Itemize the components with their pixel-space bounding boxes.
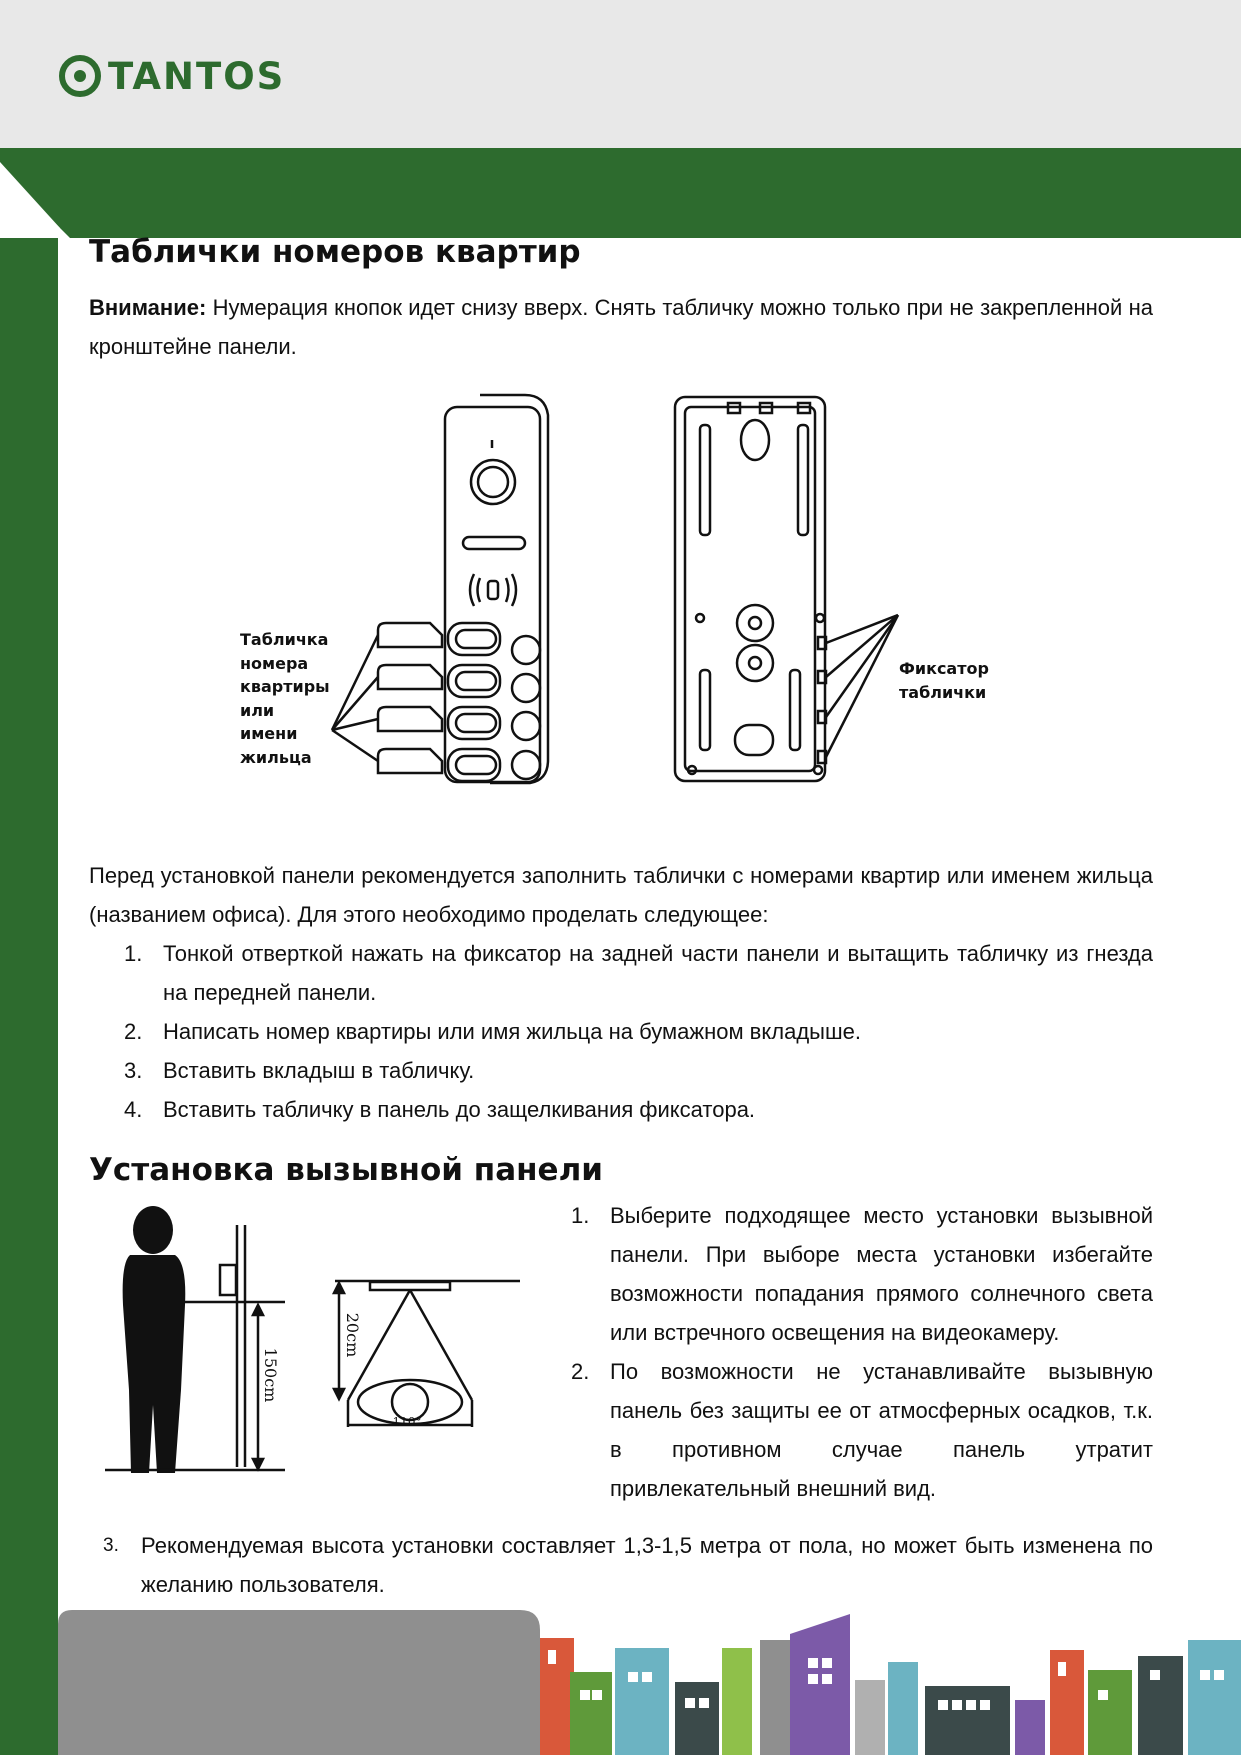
callout-left-line: жильца xyxy=(240,747,312,767)
list-item xyxy=(536,1196,1153,1352)
list-number: 1. xyxy=(571,1203,590,1228)
intro-paragraph: Перед установкой панели рекомендуется заполнить таблички с номерами квартир или именем жильца (названием офиса). Для этого необходимо проделать следующее: xyxy=(89,863,1153,927)
left-green-bar xyxy=(0,148,58,1755)
callout-left-line: имени xyxy=(240,724,298,743)
list-text: Рекомендуемая высота установки составляет 1,3-1,5 метра от пола, но может быть изменена по желанию пользователя. xyxy=(141,1533,1153,1597)
list-number: 3. xyxy=(103,1535,119,1556)
callout-right-line: Фиксатор xyxy=(899,659,989,678)
list-number: 2. xyxy=(571,1359,590,1384)
installation-steps-list xyxy=(536,1196,1153,1508)
section-title-installation: Установка вызывной панели xyxy=(89,1152,603,1188)
list-text: По возможности не устанавливайте вызывную панель без защиты ее от атмосферных осадков, т.к. в противном случае панель утратит привлекательный внешний вид. xyxy=(610,1359,1153,1501)
callout-left-line: Табличка xyxy=(240,630,329,649)
list-text: Выберите подходящее место установки вызывной панели. При выборе места установки избегайте возможности попадания прямого солнечного света или встречного освещения на видеокамеру. xyxy=(610,1203,1153,1345)
attention-note xyxy=(89,288,1153,366)
brand-name: TANTOS xyxy=(108,54,286,98)
callout-left-line: квартиры xyxy=(240,677,330,696)
list-number: 4. xyxy=(124,1097,143,1122)
tantos-logo-icon xyxy=(58,54,102,98)
list-item xyxy=(536,1352,1153,1508)
list-text: Вставить вкладыш в табличку. xyxy=(163,1058,475,1083)
callout-left-line: номера xyxy=(240,653,309,673)
plate-steps-list xyxy=(89,934,1153,1129)
list-number: 2. xyxy=(124,1019,143,1044)
footer-city-decoration xyxy=(0,1610,1241,1755)
list-item xyxy=(89,1012,1153,1051)
attention-label: Внимание: xyxy=(89,295,207,320)
installation-height-figure xyxy=(95,1205,545,1475)
panel-plates-figure xyxy=(230,385,975,805)
installation-step-3 xyxy=(89,1526,1153,1604)
distance-label: 20cm xyxy=(343,1312,362,1358)
list-item xyxy=(89,1051,1153,1090)
list-number: 1. xyxy=(124,941,143,966)
callout-plate-label xyxy=(240,628,330,769)
list-text: Тонкой отверткой нажать на фиксатор на задней части панели и вытащить табличку из гнезда на передней панели. xyxy=(163,941,1153,1005)
brand-logo xyxy=(58,54,285,98)
attention-text: Нумерация кнопок идет снизу вверх. Снять табличку можно только при не закрепленной на кронштейне панели. xyxy=(89,295,1153,359)
list-text: Написать номер квартиры или имя жильца на бумажном вкладыше. xyxy=(163,1019,861,1044)
callout-latch-label xyxy=(899,657,989,704)
section-title-apartment-plates: Таблички номеров квартир xyxy=(89,234,581,270)
list-item xyxy=(89,934,1153,1012)
list-text: Вставить табличку в панель до защелкивания фиксатора. xyxy=(163,1097,756,1122)
list-item xyxy=(89,1090,1153,1129)
list-number: 3. xyxy=(124,1058,143,1083)
height-label: 150cm xyxy=(261,1347,280,1403)
angle-label: 110° xyxy=(392,1415,422,1429)
callout-right-line: таблички xyxy=(899,682,987,702)
callout-left-line: или xyxy=(240,700,275,720)
